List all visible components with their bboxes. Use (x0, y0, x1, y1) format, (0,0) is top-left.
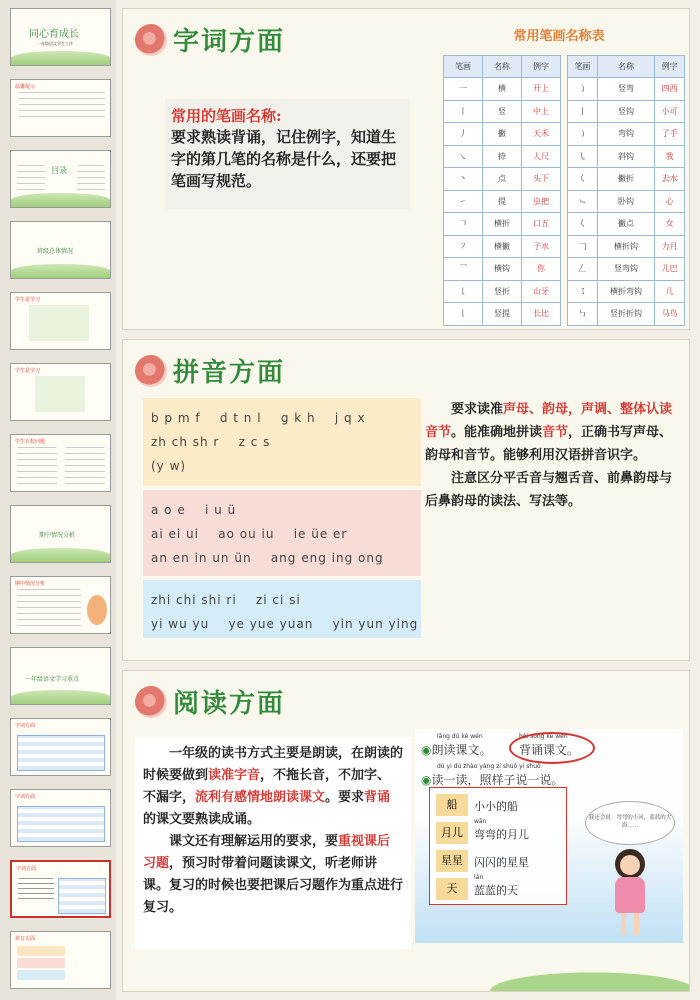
exercise-line (421, 741, 492, 758)
pinyin-line: an en in un ün ang eng ing ong (151, 551, 384, 565)
table-row (444, 123, 561, 146)
stroke-name-cell: 竖弯 (597, 78, 655, 101)
table-row (444, 258, 561, 281)
poem-value: 小小的船 (474, 800, 518, 813)
thumbnail-title: 拼音方面 (15, 936, 36, 942)
stroke-name-cell: 横 (483, 78, 522, 101)
thumbnail-title: 一年级语文学习重点 (25, 676, 80, 683)
highlight-span: 背诵 (364, 790, 391, 805)
thumbnail-title: 期中情况分析 (39, 532, 76, 539)
thumbnail-title: 班级总体情况 (37, 248, 74, 255)
poem-value: 闪闪的星星 (474, 856, 529, 869)
example-cell: 虫把 (522, 190, 561, 213)
stroke-name-cell: 竖提 (483, 303, 522, 326)
example-cell: 开上 (522, 78, 561, 101)
example-cell: 女 (655, 213, 685, 236)
table-header: 例字 (522, 56, 561, 78)
example-cell: 小可 (655, 100, 685, 123)
thumbnail-subtitle: 一年级语文学生工作 (37, 41, 73, 46)
stroke-cell: 𠄌 (444, 303, 483, 326)
thumbnail-title: 学生是学习 (15, 368, 41, 374)
thumbnail-2[interactable] (10, 79, 111, 137)
poem-key: 月儿 (436, 822, 468, 844)
pinyin-annotation: lán (474, 874, 484, 881)
example-cell: 子水 (522, 235, 561, 258)
stroke-cell: 丨 (444, 100, 483, 123)
thumbnail-4[interactable] (10, 221, 111, 279)
poem-box (429, 787, 567, 905)
flower-icon (135, 686, 167, 718)
slide-zici (122, 8, 690, 330)
stroke-table-right (567, 55, 685, 326)
box-text: 要求熟读背诵，记住例字，知道生字的第几笔的名称是什么，还要把笔画写规范。 (171, 128, 397, 190)
paragraph: 注意区分平舌音与翘舌音、前鼻韵母与后鼻韵母的读法、写法等。 (425, 471, 673, 509)
thumbnail-title: 字词方面 (15, 794, 36, 800)
stroke-cell: ㇂ (568, 145, 598, 168)
thumbnail-12[interactable] (10, 789, 111, 847)
table-row (444, 190, 561, 213)
thumbnail-1[interactable] (10, 8, 111, 66)
slide-title: 字词方面 (173, 27, 286, 57)
stroke-cell: 𡿨 (568, 168, 598, 191)
exercise-line: 背诵课文。 (519, 743, 580, 757)
table-row (568, 190, 685, 213)
highlight-span: 音节 (542, 425, 569, 440)
stroke-name-cell: 捺 (483, 145, 522, 168)
stroke-name-cell: 竖折 (483, 280, 522, 303)
stroke-cell: ㇏ (444, 145, 483, 168)
table-row (444, 280, 561, 303)
stroke-name-cell: 卧钩 (597, 190, 655, 213)
girl-face (620, 855, 640, 875)
stroke-name-cell: 撇 (483, 123, 522, 146)
stroke-cell: ㇉ (568, 303, 598, 326)
girl-leg (621, 913, 626, 935)
girl-leg (634, 913, 639, 935)
table-row (444, 100, 561, 123)
whole-syllables-block (143, 580, 421, 638)
text-span: 的课文要熟读成诵。 (143, 812, 261, 827)
example-cell: 口五 (522, 213, 561, 236)
example-cell: 四西 (655, 78, 685, 101)
thumbnail-14[interactable] (10, 931, 111, 989)
text-span: 。能准确地拼读 (451, 425, 543, 440)
table-row (568, 303, 685, 326)
text-span: 一年级的读书方式主要是朗读，在朗读的时候要做到 (143, 746, 404, 783)
stroke-cell: 𠃋 (568, 258, 598, 281)
text-span: 要求读准 (451, 402, 504, 417)
thumbnail-3[interactable] (10, 150, 111, 208)
table-header: 笔画 (444, 56, 483, 78)
decorative-hill (449, 965, 689, 991)
table-header: 名称 (597, 56, 655, 78)
table-row (568, 213, 685, 236)
bullet-icon: ◉ (421, 743, 432, 757)
stroke-name-cell: 撇点 (597, 213, 655, 236)
stroke-cell: 亅 (568, 100, 598, 123)
flower-icon (135, 355, 167, 387)
stroke-cell: ㇃ (568, 190, 598, 213)
text-span: 。要求 (325, 790, 365, 805)
stroke-cell: 𠃌 (568, 235, 598, 258)
poem-key: 星星 (436, 850, 468, 872)
thumbnail-title: 同心育成长 (29, 29, 79, 40)
reading-requirements (135, 737, 411, 949)
example-cell: 你 (522, 258, 561, 281)
example-cell: 头下 (522, 168, 561, 191)
example-cell: 中上 (522, 100, 561, 123)
highlight-span: 重视课后习题 (143, 834, 391, 871)
stroke-cell: 一 (444, 78, 483, 101)
stroke-cell: 丶 (444, 168, 483, 191)
stroke-cell: ㇌ (568, 280, 598, 303)
thumbnail-title: 字词方面 (16, 866, 37, 872)
example-cell: 我 (655, 145, 685, 168)
example-cell: 心 (655, 190, 685, 213)
stroke-name-cell: 提 (483, 190, 522, 213)
text-span: ，预习时带着问题读课文，听老师讲课。复习的时候也要把课后习题作为重点进行复习。 (143, 856, 404, 915)
stroke-cell: 𠄌 (444, 280, 483, 303)
pinyin-annotation: lǎng dú kè wén (437, 733, 483, 740)
example-cell: 人尺 (522, 145, 561, 168)
table-header: 笔画 (568, 56, 598, 78)
stroke-name-cell: 撇折 (597, 168, 655, 191)
stroke-cell: ㇀ (444, 190, 483, 213)
table-title: 常用笔画名称表 (513, 29, 605, 44)
thumbnail-5[interactable] (10, 292, 111, 350)
thumbnail-6[interactable] (10, 363, 111, 421)
poem-key: 船 (436, 794, 468, 816)
stroke-cell: 𡿨 (568, 213, 598, 236)
stroke-name-cell: 横折钩 (597, 235, 655, 258)
stroke-requirement-box (165, 99, 410, 209)
table-row (444, 235, 561, 258)
stroke-cell: 𠃍 (444, 213, 483, 236)
table-row (568, 258, 685, 281)
table-header: 名称 (483, 56, 522, 78)
thumbnail-11[interactable] (10, 718, 111, 776)
slide-title: 拼音方面 (173, 358, 286, 388)
slide-thumbnail-panel (0, 0, 116, 1000)
flower-icon (135, 24, 167, 56)
highlight-span: 声母、韵母，声调、整体认读音节 (425, 402, 673, 440)
box-heading: 常用的笔画名称: (171, 107, 282, 125)
bullet-icon: ◉ (421, 773, 432, 787)
pinyin-annotation: dú yi dú zhào yàng zi shuō yi shuō (437, 763, 541, 770)
text-span: 读一读，照样子说一说。 (431, 773, 564, 787)
stroke-name-cell: 竖弯钩 (597, 258, 655, 281)
table-row (568, 168, 685, 191)
example-cell: 了手 (655, 123, 685, 146)
textbook-excerpt (415, 729, 683, 943)
pinyin-line: zhi chi shi ri zi ci si (151, 593, 301, 607)
thumbnail-title: 学生是学习 (15, 297, 41, 303)
stroke-cell: ㇁ (568, 78, 598, 101)
table-row (568, 145, 685, 168)
example-cell: 马鸟 (655, 303, 685, 326)
table-row (444, 168, 561, 191)
stroke-name-cell: 横撇 (483, 235, 522, 258)
pinyin-line: yi wu yu ye yue yuan yin yun ying (151, 617, 419, 631)
slide-title: 阅读方面 (173, 689, 286, 719)
stroke-cell: 乛 (444, 258, 483, 281)
table-row (444, 145, 561, 168)
text-span: 课文还有理解运用的要求，要 (169, 834, 339, 849)
stroke-name-cell: 横折弯钩 (597, 280, 655, 303)
pinyin-line: a o e i u ü (151, 503, 237, 517)
speech-bubble: 我还会说：弯弯的小河，蓝蓝的大海…… (585, 801, 675, 845)
pinyin-line: ai ei ui ao ou iu ie üe er (151, 527, 348, 541)
example-cell: 儿巴 (655, 258, 685, 281)
example-cell: 山牙 (522, 280, 561, 303)
table-row (444, 213, 561, 236)
table-header: 例字 (655, 56, 685, 78)
stroke-name-cell: 横折 (483, 213, 522, 236)
thumbnail-8[interactable] (10, 505, 111, 563)
stroke-name-cell: 横钩 (483, 258, 522, 281)
pinyin-line: b p m f d t n l g k h j q x (151, 411, 366, 425)
stroke-name-cell: 竖钩 (597, 100, 655, 123)
slide-yuedu (122, 670, 690, 992)
girl-dress (615, 877, 645, 913)
thumbnail-title: 学生在校问题 (15, 439, 46, 445)
poem-value: 弯弯的月儿 (474, 828, 529, 841)
example-cell: 长比 (522, 303, 561, 326)
thumbnail-7[interactable] (10, 434, 111, 492)
stroke-cell: ㇇ (444, 235, 483, 258)
vowels-block (143, 490, 421, 576)
example-cell: 去水 (655, 168, 685, 191)
stroke-name-cell: 点 (483, 168, 522, 191)
pinyin-line: zh ch sh r z c s (151, 435, 271, 449)
table-row (568, 123, 685, 146)
thumbnail-9[interactable] (10, 576, 111, 634)
text-span: ，不拖长音，不加字、不漏字， (143, 768, 391, 805)
thumbnail-title: 期中情况分析 (15, 581, 46, 587)
table-row (444, 303, 561, 326)
thumbnail-10[interactable] (10, 647, 111, 705)
highlight-span: 读准字音 (208, 768, 261, 783)
pinyin-annotation: wān (474, 818, 487, 825)
thumbnail-13-selected[interactable] (10, 860, 111, 918)
stroke-cell: 丿 (444, 123, 483, 146)
poem-value: 蓝蓝的天 (474, 884, 518, 897)
table-row (568, 235, 685, 258)
example-cell: 几 (655, 280, 685, 303)
highlight-span: 流利有感情地朗读课文 (195, 790, 326, 805)
table-row (444, 78, 561, 101)
pinyin-annotation: bèi sòng kè wén (519, 733, 568, 740)
thumbnail-title: 温馨提示 (15, 84, 36, 90)
table-row (568, 78, 685, 101)
stroke-cell: ㇁ (568, 123, 598, 146)
stroke-table-left (443, 55, 561, 326)
exercise-line (421, 771, 564, 788)
pinyin-requirements (425, 398, 683, 513)
stroke-name-cell: 竖折折钩 (597, 303, 655, 326)
pinyin-line: (y w) (151, 459, 187, 473)
table-row (568, 100, 685, 123)
text-span: ，正确书写声母、韵母和音节。能够利用汉语拼音识字。 (425, 425, 673, 463)
consonants-block (143, 398, 421, 486)
stroke-name-cell: 斜钩 (597, 145, 655, 168)
poem-key: 天 (436, 878, 468, 900)
slide-pinyin (122, 339, 690, 661)
example-cell: 力月 (655, 235, 685, 258)
table-row (568, 280, 685, 303)
highlight-oval (509, 732, 595, 764)
thumbnail-title: 字词方面 (15, 723, 36, 729)
example-cell: 天禾 (522, 123, 561, 146)
text-span: 朗读课文。 (431, 743, 492, 757)
stroke-name-cell: 竖 (483, 100, 522, 123)
thumbnail-title: 目录 (51, 166, 67, 175)
stroke-name-cell: 弯钩 (597, 123, 655, 146)
